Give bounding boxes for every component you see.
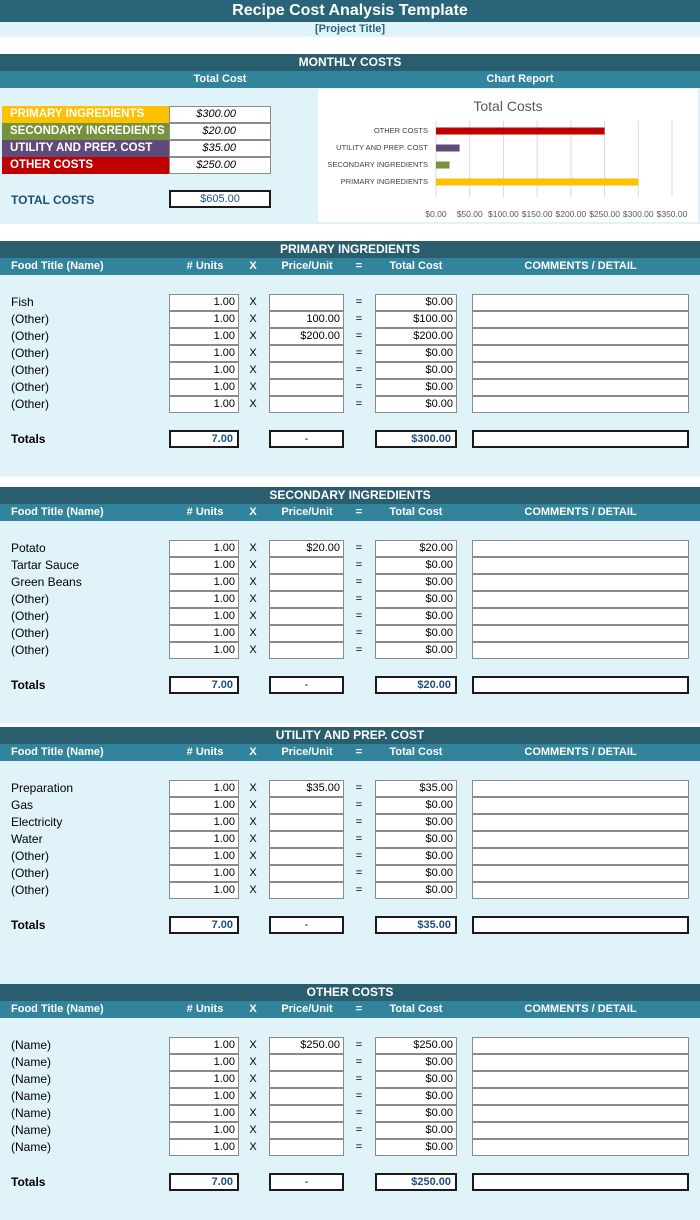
column-total-cost: Total Cost [389, 1003, 443, 1015]
multiply-sign: X [249, 542, 257, 554]
total-cell: $0.00 [375, 608, 457, 625]
units-cell[interactable]: 1.00 [169, 1122, 239, 1139]
total-cell: $35.00 [375, 780, 457, 797]
column-x: X [249, 746, 257, 758]
section-body [0, 761, 700, 992]
section-column-header [0, 744, 700, 761]
section-heading: PRIMARY INGREDIENTS [0, 241, 700, 258]
units-cell[interactable]: 1.00 [169, 831, 239, 848]
equals-sign: = [355, 296, 363, 308]
multiply-sign: X [249, 593, 257, 605]
column-price-unit: Price/Unit [281, 506, 333, 518]
comment-cell[interactable] [472, 1037, 689, 1054]
comment-cell[interactable] [472, 540, 689, 557]
units-cell[interactable]: 1.00 [169, 362, 239, 379]
equals-sign: = [355, 833, 363, 845]
column-units: # Units [186, 746, 224, 758]
multiply-sign: X [249, 1056, 257, 1068]
multiply-sign: X [249, 1107, 257, 1119]
total-cell: $0.00 [375, 379, 457, 396]
multiply-sign: X [249, 833, 257, 845]
total-cell: $0.00 [375, 1105, 457, 1122]
chart-report-label: Chart Report [486, 73, 554, 85]
comment-cell[interactable] [472, 379, 689, 396]
price-cell[interactable]: 100.00 [269, 311, 344, 328]
price-cell[interactable] [269, 831, 344, 848]
totals-label: Totals [11, 1175, 46, 1189]
multiply-sign: X [249, 381, 257, 393]
section-body [0, 521, 700, 723]
comment-cell[interactable] [472, 1122, 689, 1139]
category-primary-label: PRIMARY INGREDIENTS [2, 106, 169, 123]
comment-total[interactable] [472, 430, 689, 448]
comment-cell[interactable] [472, 831, 689, 848]
equals-sign: = [355, 1090, 363, 1102]
total-cell: $0.00 [375, 362, 457, 379]
total-cell: $0.00 [375, 294, 457, 311]
comment-cell[interactable] [472, 1105, 689, 1122]
units-cell[interactable]: 1.00 [169, 557, 239, 574]
total-cell: $0.00 [375, 642, 457, 659]
comment-cell[interactable] [472, 780, 689, 797]
units-total: 7.00 [169, 1173, 239, 1191]
equals-sign: = [355, 644, 363, 656]
column-equals: = [355, 746, 363, 758]
chart-bar [436, 128, 605, 135]
column-food-title: Food Title (Name) [11, 746, 104, 758]
comment-total[interactable] [472, 916, 689, 934]
cost-total: $250.00 [375, 1173, 457, 1191]
equals-sign: = [355, 782, 363, 794]
item-name[interactable]: (Other) [11, 643, 50, 657]
price-total: - [269, 916, 344, 934]
column-comments: COMMENTS / DETAIL [524, 746, 637, 758]
item-name[interactable]: (Other) [11, 592, 50, 606]
units-cell[interactable]: 1.00 [169, 379, 239, 396]
chart-x-tick: $350.00 [656, 209, 688, 219]
column-x: X [249, 1003, 257, 1015]
multiply-sign: X [249, 799, 257, 811]
cost-total: $300.00 [375, 430, 457, 448]
comment-cell[interactable] [472, 1054, 689, 1071]
total-costs-chart [318, 89, 698, 222]
multiply-sign: X [249, 816, 257, 828]
total-cell: $0.00 [375, 1071, 457, 1088]
equals-sign: = [355, 593, 363, 605]
column-x: X [249, 260, 257, 272]
price-cell[interactable] [269, 797, 344, 814]
price-cell[interactable] [269, 1071, 344, 1088]
total-cell: $0.00 [375, 396, 457, 413]
multiply-sign: X [249, 782, 257, 794]
multiply-sign: X [249, 867, 257, 879]
comment-cell[interactable] [472, 362, 689, 379]
section-column-header [0, 1001, 700, 1018]
column-food-title: Food Title (Name) [11, 1003, 104, 1015]
section-column-header [0, 258, 700, 275]
total-cell: $100.00 [375, 311, 457, 328]
item-name[interactable]: (Other) [11, 380, 50, 394]
column-food-title: Food Title (Name) [11, 506, 104, 518]
total-cell: $0.00 [375, 797, 457, 814]
comment-cell[interactable] [472, 557, 689, 574]
price-cell[interactable] [269, 294, 344, 311]
totals-label: Totals [11, 432, 46, 446]
multiply-sign: X [249, 313, 257, 325]
equals-sign: = [355, 313, 363, 325]
price-cell[interactable] [269, 865, 344, 882]
page-title: Recipe Cost Analysis Template [0, 0, 700, 22]
monthly-costs-subheader [0, 71, 700, 88]
price-cell[interactable] [269, 848, 344, 865]
price-cell[interactable] [269, 396, 344, 413]
equals-sign: = [355, 867, 363, 879]
category-other-label: OTHER COSTS [2, 157, 169, 174]
chart-x-tick: $250.00 [589, 209, 620, 219]
units-cell[interactable]: 1.00 [169, 608, 239, 625]
item-name[interactable]: Gas [11, 798, 34, 812]
total-cell: $0.00 [375, 591, 457, 608]
total-cell: $0.00 [375, 865, 457, 882]
equals-sign: = [355, 398, 363, 410]
units-cell[interactable]: 1.00 [169, 1071, 239, 1088]
category-secondary-label: SECONDARY INGREDIENTS [2, 123, 169, 140]
item-name[interactable]: (Other) [11, 866, 50, 880]
column-equals: = [355, 260, 363, 272]
units-cell[interactable]: 1.00 [169, 1088, 239, 1105]
price-cell[interactable] [269, 1122, 344, 1139]
units-cell[interactable]: 1.00 [169, 642, 239, 659]
total-cell: $200.00 [375, 328, 457, 345]
item-name[interactable]: (Other) [11, 312, 50, 326]
section-heading: OTHER COSTS [0, 984, 700, 1001]
comment-cell[interactable] [472, 328, 689, 345]
comment-cell[interactable] [472, 642, 689, 659]
item-name[interactable]: Tartar Sauce [11, 558, 80, 572]
equals-sign: = [355, 347, 363, 359]
total-cell: $0.00 [375, 848, 457, 865]
column-equals: = [355, 506, 363, 518]
equals-sign: = [355, 850, 363, 862]
units-cell[interactable]: 1.00 [169, 780, 239, 797]
total-cell: $0.00 [375, 557, 457, 574]
equals-sign: = [355, 576, 363, 588]
category-other-value[interactable]: $250.00 [169, 157, 271, 174]
multiply-sign: X [249, 1073, 257, 1085]
price-cell[interactable] [269, 1088, 344, 1105]
units-cell[interactable]: 1.00 [169, 328, 239, 345]
equals-sign: = [355, 627, 363, 639]
comment-cell[interactable] [472, 1139, 689, 1156]
category-utility-label: UTILITY AND PREP. COST [2, 140, 169, 157]
item-name[interactable]: (Name) [11, 1089, 52, 1103]
units-cell[interactable]: 1.00 [169, 814, 239, 831]
units-cell[interactable]: 1.00 [169, 396, 239, 413]
equals-sign: = [355, 364, 363, 376]
units-cell[interactable]: 1.00 [169, 1105, 239, 1122]
column-price-unit: Price/Unit [281, 746, 333, 758]
price-cell[interactable] [269, 557, 344, 574]
project-title[interactable]: [Project Title] [0, 22, 700, 37]
multiply-sign: X [249, 1124, 257, 1136]
units-cell[interactable]: 1.00 [169, 294, 239, 311]
price-cell[interactable] [269, 642, 344, 659]
multiply-sign: X [249, 644, 257, 656]
comment-cell[interactable] [472, 797, 689, 814]
comment-cell[interactable] [472, 882, 689, 899]
column-units: # Units [186, 1003, 224, 1015]
price-cell[interactable] [269, 362, 344, 379]
units-total: 7.00 [169, 430, 239, 448]
units-cell[interactable]: 1.00 [169, 848, 239, 865]
price-cell[interactable] [269, 574, 344, 591]
comment-cell[interactable] [472, 311, 689, 328]
column-equals: = [355, 1003, 363, 1015]
comment-cell[interactable] [472, 345, 689, 362]
comment-cell[interactable] [472, 865, 689, 882]
price-cell[interactable] [269, 625, 344, 642]
column-total-cost: Total Cost [389, 260, 443, 272]
column-total-cost: Total Cost [389, 506, 443, 518]
price-cell[interactable] [269, 882, 344, 899]
item-name[interactable]: (Other) [11, 849, 50, 863]
item-name[interactable]: Green Beans [11, 575, 82, 589]
multiply-sign: X [249, 884, 257, 896]
total-cell: $0.00 [375, 882, 457, 899]
cost-total: $35.00 [375, 916, 457, 934]
comment-cell[interactable] [472, 1071, 689, 1088]
units-cell[interactable]: 1.00 [169, 1139, 239, 1156]
comment-cell[interactable] [472, 591, 689, 608]
price-cell[interactable] [269, 591, 344, 608]
multiply-sign: X [249, 576, 257, 588]
total-cell: $20.00 [375, 540, 457, 557]
units-cell[interactable]: 1.00 [169, 591, 239, 608]
equals-sign: = [355, 816, 363, 828]
section-heading: UTILITY AND PREP. COST [0, 727, 700, 744]
price-total: - [269, 430, 344, 448]
price-cell[interactable] [269, 608, 344, 625]
section-column-header [0, 504, 700, 521]
column-comments: COMMENTS / DETAIL [524, 506, 637, 518]
multiply-sign: X [249, 1141, 257, 1153]
equals-sign: = [355, 542, 363, 554]
item-name[interactable]: (Name) [11, 1055, 52, 1069]
units-total: 7.00 [169, 916, 239, 934]
column-comments: COMMENTS / DETAIL [524, 260, 637, 272]
price-cell[interactable] [269, 1105, 344, 1122]
category-utility-value[interactable]: $35.00 [169, 140, 271, 157]
price-total: - [269, 1173, 344, 1191]
units-cell[interactable]: 1.00 [169, 574, 239, 591]
price-cell[interactable] [269, 1054, 344, 1071]
chart-category-label: PRIMARY INGREDIENTS [340, 177, 428, 186]
totals-label: Totals [11, 678, 46, 692]
multiply-sign: X [249, 627, 257, 639]
item-name[interactable]: (Other) [11, 609, 50, 623]
price-cell[interactable] [269, 814, 344, 831]
item-name[interactable]: Water [11, 832, 43, 846]
item-name[interactable]: (Other) [11, 626, 50, 640]
chart-category-label: SECONDARY INGREDIENTS [327, 160, 428, 169]
price-cell[interactable] [269, 1139, 344, 1156]
total-cell: $250.00 [375, 1037, 457, 1054]
multiply-sign: X [249, 330, 257, 342]
total-cell: $0.00 [375, 1139, 457, 1156]
total-cell: $0.00 [375, 574, 457, 591]
chart-x-tick: $100.00 [488, 209, 519, 219]
units-cell[interactable]: 1.00 [169, 345, 239, 362]
equals-sign: = [355, 381, 363, 393]
bar-chart [318, 89, 698, 222]
equals-sign: = [355, 884, 363, 896]
chart-title: Total Costs [473, 98, 543, 114]
units-cell[interactable]: 1.00 [169, 625, 239, 642]
chart-bar [436, 179, 638, 186]
monthly-costs-heading: MONTHLY COSTS [0, 54, 700, 71]
column-comments: COMMENTS / DETAIL [524, 1003, 637, 1015]
column-units: # Units [186, 506, 224, 518]
price-cell[interactable]: $200.00 [269, 328, 344, 345]
multiply-sign: X [249, 364, 257, 376]
chart-category-label: UTILITY AND PREP. COST [336, 143, 428, 152]
chart-category-label: OTHER COSTS [373, 126, 428, 135]
price-cell[interactable] [269, 379, 344, 396]
item-name[interactable]: (Name) [11, 1140, 52, 1154]
total-cell: $0.00 [375, 1088, 457, 1105]
equals-sign: = [355, 1073, 363, 1085]
category-secondary-value[interactable]: $20.00 [169, 123, 271, 140]
item-name[interactable]: Potato [11, 541, 46, 555]
item-name[interactable]: (Other) [11, 883, 50, 897]
item-name[interactable]: (Other) [11, 346, 50, 360]
multiply-sign: X [249, 398, 257, 410]
comment-cell[interactable] [472, 625, 689, 642]
total-cell: $0.00 [375, 625, 457, 642]
chart-x-tick: $200.00 [555, 209, 587, 219]
units-total: 7.00 [169, 676, 239, 694]
multiply-sign: X [249, 610, 257, 622]
equals-sign: = [355, 1039, 363, 1051]
item-name[interactable]: Electricity [11, 815, 63, 829]
item-name[interactable]: Fish [11, 295, 34, 309]
column-x: X [249, 506, 257, 518]
chart-x-tick: $0.00 [425, 209, 447, 219]
multiply-sign: X [249, 347, 257, 359]
chart-x-tick: $300.00 [622, 209, 654, 219]
item-name[interactable]: (Other) [11, 329, 50, 343]
comment-cell[interactable] [472, 1088, 689, 1105]
item-name[interactable]: (Other) [11, 397, 50, 411]
units-cell[interactable]: 1.00 [169, 1054, 239, 1071]
item-name[interactable]: (Name) [11, 1038, 52, 1052]
price-cell[interactable]: $250.00 [269, 1037, 344, 1054]
comment-cell[interactable] [472, 574, 689, 591]
total-costs-label: TOTAL COSTS [11, 193, 95, 207]
column-price-unit: Price/Unit [281, 260, 333, 272]
chart-bar [436, 162, 449, 169]
multiply-sign: X [249, 1090, 257, 1102]
multiply-sign: X [249, 296, 257, 308]
units-cell[interactable]: 1.00 [169, 540, 239, 557]
item-name[interactable]: (Name) [11, 1106, 52, 1120]
total-cell: $0.00 [375, 831, 457, 848]
chart-bar [436, 145, 460, 152]
column-price-unit: Price/Unit [281, 1003, 333, 1015]
chart-x-tick: $50.00 [456, 209, 483, 219]
comment-total[interactable] [472, 676, 689, 694]
equals-sign: = [355, 1107, 363, 1119]
item-name[interactable]: Preparation [11, 781, 74, 795]
item-name[interactable]: (Other) [11, 363, 50, 377]
comment-cell[interactable] [472, 396, 689, 413]
total-cell: $0.00 [375, 1122, 457, 1139]
price-cell[interactable]: $35.00 [269, 780, 344, 797]
comment-cell[interactable] [472, 848, 689, 865]
totals-label: Totals [11, 918, 46, 932]
column-total-cost: Total Cost [389, 746, 443, 758]
total-cell: $0.00 [375, 1054, 457, 1071]
equals-sign: = [355, 1056, 363, 1068]
multiply-sign: X [249, 1039, 257, 1051]
comment-cell[interactable] [472, 608, 689, 625]
section-body [0, 275, 700, 477]
total-cell: $0.00 [375, 345, 457, 362]
equals-sign: = [355, 799, 363, 811]
section-heading: SECONDARY INGREDIENTS [0, 487, 700, 504]
column-food-title: Food Title (Name) [11, 260, 104, 272]
equals-sign: = [355, 559, 363, 571]
comment-total[interactable] [472, 1173, 689, 1191]
units-cell[interactable]: 1.00 [169, 1037, 239, 1054]
units-cell[interactable]: 1.00 [169, 865, 239, 882]
equals-sign: = [355, 610, 363, 622]
total-cost-label: Total Cost [193, 73, 247, 85]
equals-sign: = [355, 1124, 363, 1136]
chart-x-tick: $150.00 [521, 209, 553, 219]
equals-sign: = [355, 330, 363, 342]
comment-cell[interactable] [472, 814, 689, 831]
price-total: - [269, 676, 344, 694]
item-name[interactable]: (Name) [11, 1072, 52, 1086]
total-cell: $0.00 [375, 814, 457, 831]
price-cell[interactable] [269, 345, 344, 362]
total-costs-value[interactable]: $605.00 [169, 190, 271, 208]
units-cell[interactable]: 1.00 [169, 797, 239, 814]
units-cell[interactable]: 1.00 [169, 882, 239, 899]
equals-sign: = [355, 1141, 363, 1153]
price-cell[interactable]: $20.00 [269, 540, 344, 557]
comment-cell[interactable] [472, 294, 689, 311]
multiply-sign: X [249, 559, 257, 571]
column-units: # Units [186, 260, 224, 272]
cost-total: $20.00 [375, 676, 457, 694]
category-primary-value[interactable]: $300.00 [169, 106, 271, 123]
units-cell[interactable]: 1.00 [169, 311, 239, 328]
item-name[interactable]: (Name) [11, 1123, 52, 1137]
multiply-sign: X [249, 850, 257, 862]
